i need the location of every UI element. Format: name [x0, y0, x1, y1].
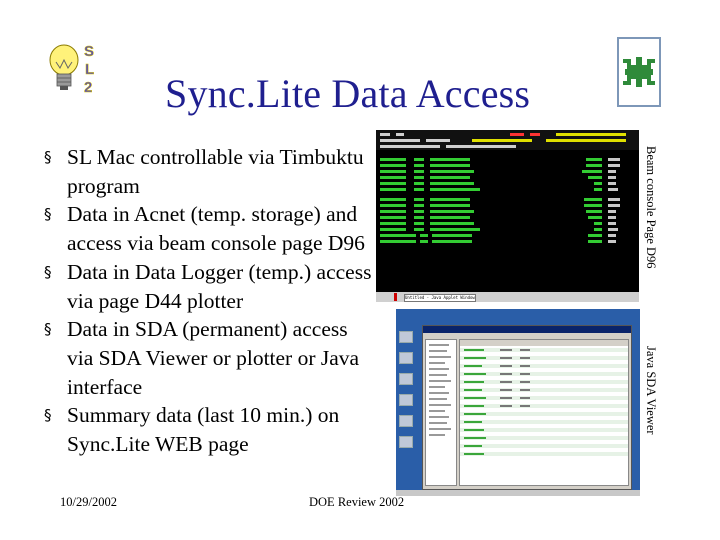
light-bulb-icon: [44, 38, 104, 104]
desktop-icon: [399, 331, 413, 343]
footer-date: 10/29/2002: [60, 495, 117, 509]
svg-text:2: 2: [84, 79, 93, 96]
viewer-caption: Java SDA Viewer: [644, 346, 658, 435]
taskbar-window-button: Untitled - Java Applet Window: [405, 295, 475, 300]
bullet-item: [44, 200, 374, 257]
bullet-item: [44, 143, 374, 200]
desktop-icon: [399, 373, 413, 385]
taskbar-marker: [394, 293, 397, 301]
desktop-icon: [399, 436, 413, 448]
viewer-taskbar: [396, 490, 640, 496]
java-sda-viewer-screenshot: [396, 309, 640, 496]
bullet-text: Data in Acnet (temp. storage) and access via beam console page D96: [67, 202, 365, 256]
bullet-item: [44, 315, 374, 401]
page-title: Sync.Lite Data Access: [165, 71, 531, 116]
viewer-data-grid: [459, 339, 629, 486]
bullet-marker: §: [44, 262, 52, 281]
sl2-logo: [44, 38, 104, 104]
fermilab-icon: [619, 39, 659, 105]
bullet-list: [44, 143, 374, 459]
desktop-icon: [399, 352, 413, 364]
bullet-text: Summary data (last 10 min.) on Sync.Lite WEB page: [67, 403, 340, 457]
bullet-item: [44, 401, 374, 458]
bullet-marker: §: [44, 320, 52, 339]
viewer-window: [422, 325, 632, 490]
console-text-picture: [376, 130, 639, 292]
bullet-marker: §: [44, 148, 52, 166]
svg-text:S: S: [84, 43, 95, 60]
bullet-marker: §: [44, 205, 52, 224]
svg-text:L: L: [85, 61, 95, 78]
tree-lines-picture: [426, 340, 456, 485]
fermilab-logo: [617, 37, 661, 107]
desktop-icons: [399, 331, 415, 457]
console-caption: Beam console Page D96: [644, 146, 658, 269]
bullet-item: [44, 258, 374, 315]
footer-center-text: DOE Review 2002: [309, 495, 405, 509]
bullet-text: Data in SDA (permanent) access via SDA Viewer or plotter or Java interface: [67, 317, 360, 399]
grid-rows-picture: [460, 340, 628, 485]
beam-console-screenshot: [376, 130, 639, 302]
desktop-icon: [399, 394, 413, 406]
bullet-text: Data in Data Logger (temp.) access via page D44 plotter: [67, 259, 372, 313]
bullet-marker: §: [44, 406, 52, 425]
viewer-titlebar: [423, 326, 631, 333]
console-taskbar: [376, 292, 639, 302]
viewer-tree-panel: [425, 339, 457, 486]
desktop-icon: [399, 415, 413, 427]
bullet-text: SL Mac controllable via Timbuktu program: [67, 145, 364, 198]
